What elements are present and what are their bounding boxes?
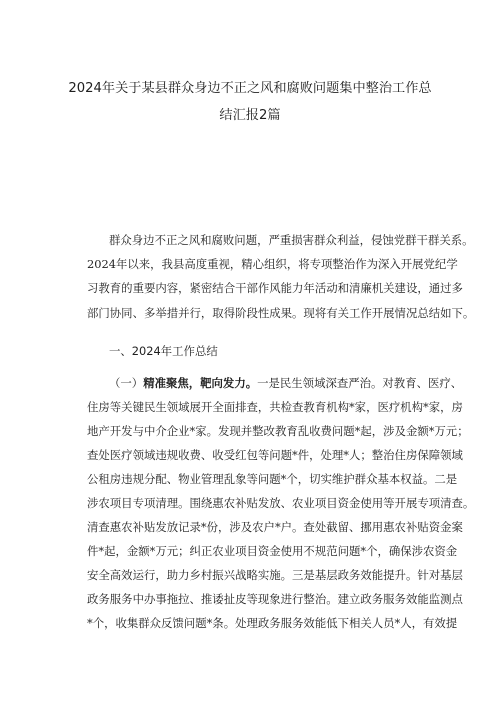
para1-line-1: 住房等关键民生领域展开全面排查，共检查教育机构*家，医疗机构*家，房 <box>87 400 463 414</box>
intro-line-4: 部门协同、多举措并行，取得阶段性成果。现将有关工作开展情况总结如下。 <box>87 306 475 320</box>
para1-lead-bold: 精准聚焦，靶向发力。 <box>143 376 258 390</box>
intro-line-1: 群众身边不正之风和腐败问题，严重损害群众利益，侵蚀党群干群关系。 <box>109 233 474 247</box>
para1-line-7: 件*起，金额*万元；纠正农业项目资金使用不规范问题*个，确保涉农资金 <box>87 544 458 558</box>
intro-line-3: 习教育的重要内容，紧密结合干部作风能力年活动和清廉机关建设，通过多 <box>87 281 463 295</box>
section-heading: 一、2024年工作总结 <box>109 344 218 358</box>
para1-line-2: 地产开发与中介企业*家。发现并整改教育乱收费问题*起，涉及金额*万元； <box>87 424 469 438</box>
document-title-line-2: 结汇报2篇 <box>219 108 281 123</box>
para1-lead-prefix: （一） <box>109 376 144 390</box>
para1-line-4: 公租房违规分配、物业管理乱象等问题*个，切实维护群众基本权益。二是 <box>87 472 458 486</box>
para1-lead-line <box>109 375 463 391</box>
para1-line-6: 清查惠农补贴发放记录*份，涉及农户*户。查处截留、挪用惠农补贴资金案 <box>87 520 463 534</box>
document-title-line-1: 2024年关于某县群众身边不正之风和腐败问题集中整治工作总 <box>68 81 432 96</box>
para1-line-5: 涉农项目专项清理。围绕惠农补贴发放、农业项目资金使用等开展专项清查。 <box>87 496 475 510</box>
para1-line-8: 安全高效运行，助力乡村振兴战略实施。三是基层政务效能提升。针对基层 <box>87 568 463 582</box>
para1-line-10: *个，收集群众反馈问题*条。处理政务服务效能低下相关人员*人，有效提 <box>87 616 458 630</box>
para1-lead-rest: 一是民生领域深查严治。对教育、医疗、 <box>257 376 463 390</box>
para1-line-9: 政务服务中办事拖拉、推诿扯皮等现象进行整治。建立政务服务效能监测点 <box>87 592 463 606</box>
para1-line-3: 查处医疗领域违规收费、收受红包等问题*件，处理*人；整治住房保障领域 <box>87 448 463 462</box>
intro-line-2: 2024年以来，我县高度重视，精心组织，将专项整治作为深入开展党纪学 <box>87 257 458 271</box>
